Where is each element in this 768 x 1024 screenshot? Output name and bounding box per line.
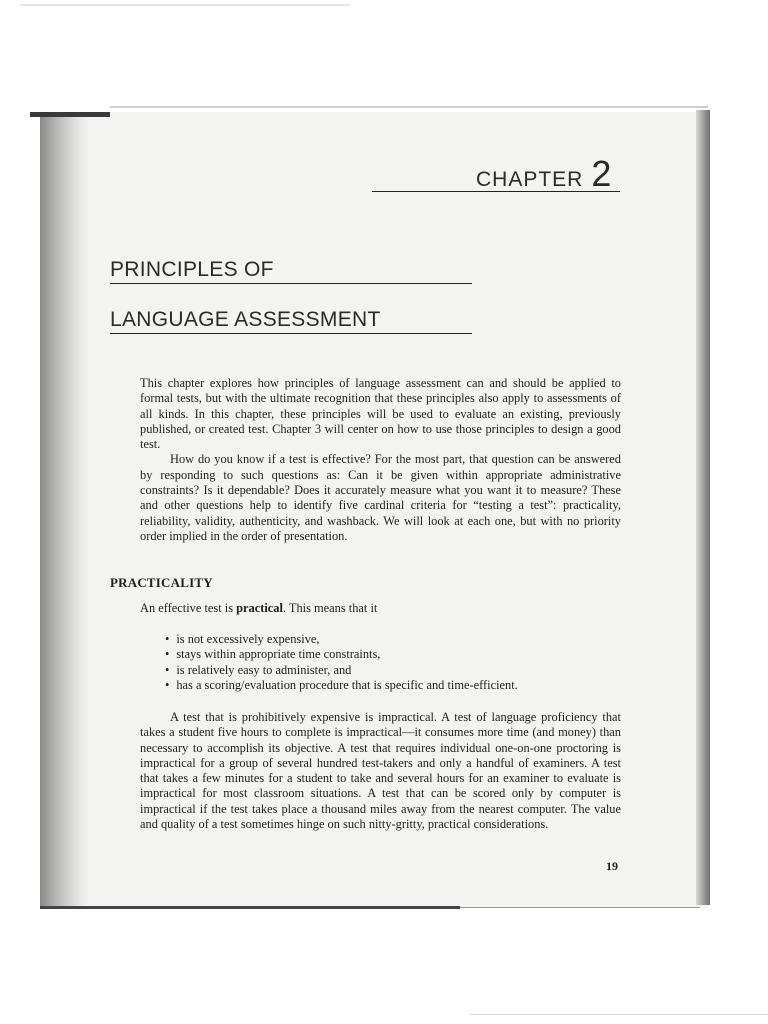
list-item: • is not excessively expensive, [165, 632, 518, 647]
practicality-text [140, 710, 621, 832]
practicality-lead [140, 601, 377, 616]
page-bottom-edge [40, 906, 460, 909]
page-bottom-edge-light [460, 907, 700, 908]
spine-shadow [40, 112, 88, 908]
page-corner-edge [30, 112, 110, 117]
scan-bottom-border [470, 1014, 768, 1015]
section-heading: PRACTICALITY [110, 575, 213, 590]
page-number: 19 [606, 859, 618, 873]
intro-paragraph-2: How do you know if a test is effective? For the most part, that question can be answered by responding to such questions as: Can it be given within appropriate administrative constraints? Is it dependable? Does it accurately measure what you want it to measure? These and other questions help to identify five cardinal criteria for “testing a test”: practicality, reliability, validity, authenticity, and washback. We will look at each one, but with no priority order implied in the order of presentation. [140, 452, 621, 543]
intro-text [140, 376, 621, 544]
chapter-number: 2 [591, 153, 613, 194]
lead-text-bold: practical [236, 601, 283, 615]
chapter-title-line-2: LANGUAGE ASSESSMENT [110, 308, 472, 334]
chapter-label: CHAPTER [476, 168, 584, 191]
practicality-bullet-list [165, 632, 518, 693]
practicality-paragraph: A test that is prohibitively expensive is impractical. A test of language proficiency that takes a student five hours to complete is impractical—it consumes more time (and money) than necessary to accomplish its objective. A test that requires individual one-on-one proctoring is impractical for a group of several hundred test-takers and only a handful of examiners. A test that takes a few minutes for a student to take and several hours for an examiner to evaluate is impractical for most classroom situations. A test that can be scored only by computer is impractical if the test takes place a thousand miles away from the nearest computer. The value and quality of a test sometimes hinge on such nitty-gritty, practical considerations. [140, 710, 621, 832]
chapter-heading [476, 153, 613, 194]
list-item: • stays within appropriate time constraints, [165, 647, 518, 662]
intro-paragraph-1: This chapter explores how principles of language assessment can and should be applied to formal tests, but with the ultimate recognition that these principles also apply to assessments of all kinds. In this chapter, these principles will be used to evaluate an existing, previously published, or created test. Chapter 3 will center on how to use those principles to design a good test. [140, 376, 621, 452]
scan-top-border [20, 4, 350, 6]
page-right-edge [696, 110, 710, 905]
page-top-edge [110, 106, 708, 108]
list-item: • has a scoring/evaluation procedure that is specific and time-efficient. [165, 678, 518, 693]
lead-text-before: An effective test is [140, 601, 237, 615]
lead-text-after: . This means that it [282, 601, 378, 615]
chapter-title-line-1: PRINCIPLES OF [110, 258, 472, 284]
list-item: • is relatively easy to administer, and [165, 663, 518, 678]
